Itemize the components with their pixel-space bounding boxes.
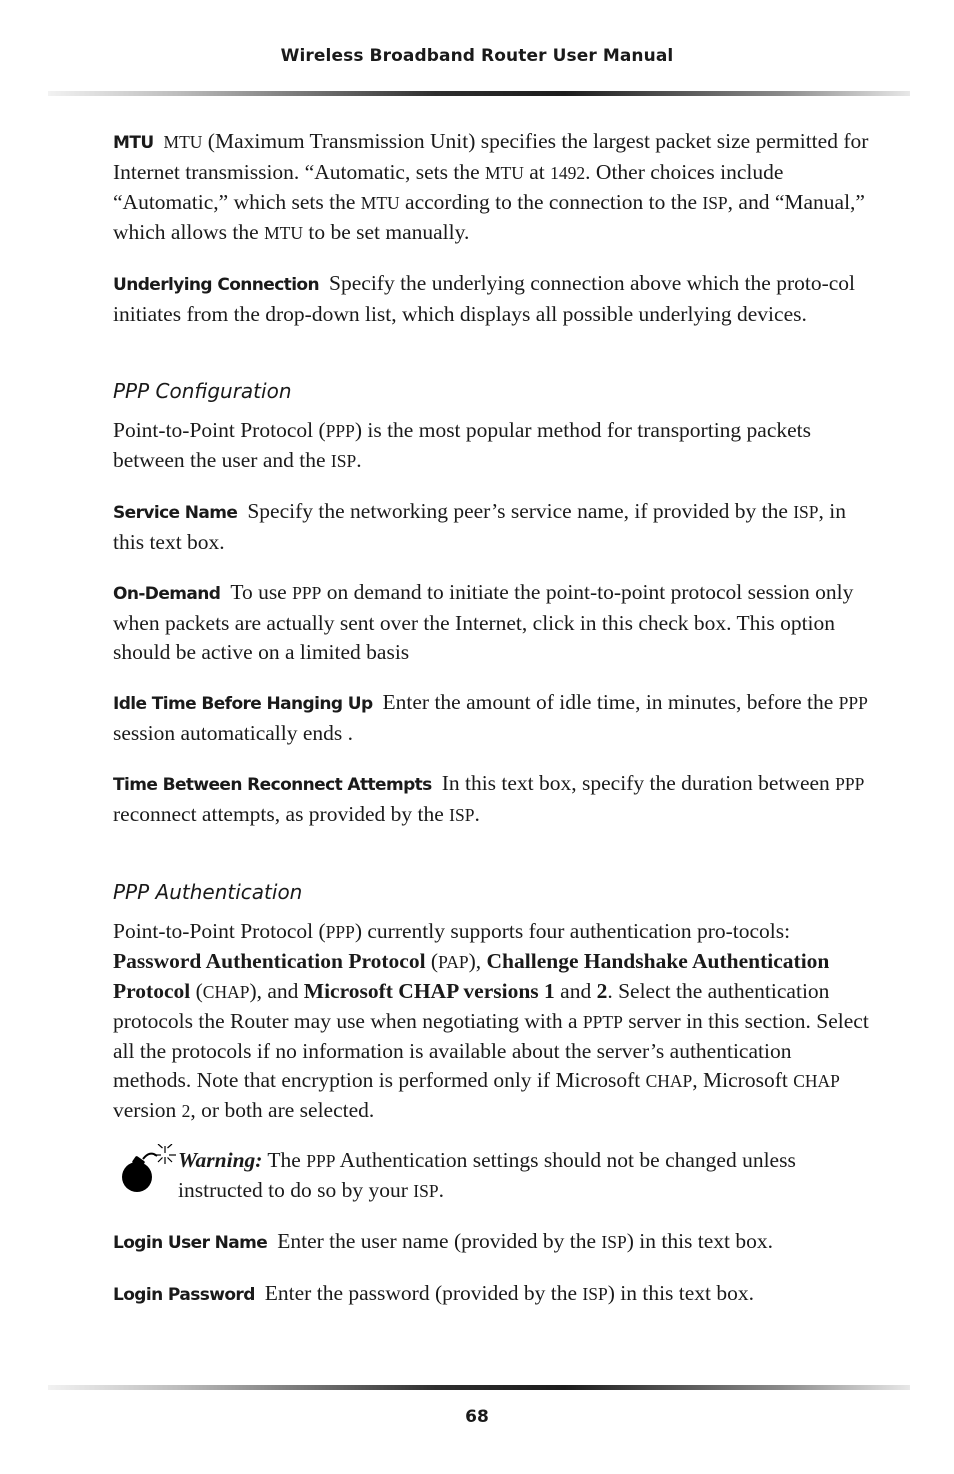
mtu-term: MTU (113, 133, 154, 153)
ppp-authentication-intro: Point-to-Point Protocol (PPP) currently supports four authentication pro-tocols: Password Authentication Protocol (PAP), Challenge Handshake Authentication Protocol (CHAP), and Microsoft CHAP versions 1 and 2. Select the authentication protocols the Router may use when negotiating with a PPTP server in this section. Select all the protocols if no information is available about the server’s authentication methods. Note that encryption is performed only if Microsoft CHAP, Microsoft CHAP version 2, or both are selected. (113, 919, 869, 1122)
warning-text: Warning: The PPP Authentication settings should not be changed unless instructed to do so by your ISP. (178, 1148, 796, 1202)
login-user-name-term: Login User Name (113, 1233, 268, 1253)
on-demand-paragraph: On-Demand To use PPP on demand to initiate the point-to-point protocol session only when packets are actually sent over the Internet, click in this check box. This option should be active on a limited basis (113, 580, 854, 664)
login-password-paragraph: Login Password Enter the password (provided by the ISP) in this text box. (113, 1281, 755, 1305)
idle-time-term: Idle Time Before Hanging Up (113, 694, 373, 714)
ppp-authentication-heading: PPP Authentication (113, 880, 303, 904)
on-demand-term: On-Demand (113, 584, 221, 604)
reconnect-attempts-term: Time Between Reconnect Attempts (113, 775, 432, 795)
login-password-term: Login Password (113, 1285, 255, 1305)
ppp-configuration-intro: Point-to-Point Protocol (PPP) is the most popular method for transporting packets between the user and the ISP. (113, 418, 812, 472)
mtu-paragraph: MTU MTU (Maximum Transmission Unit) specifies the largest packet size permitted for Internet transmission. “Automatic, sets the MTU at 1492. Other choices include “Automatic,” which sets the MTU according to the connection to the ISP, and “Manual,” which allows the MTU to be set manually. (113, 129, 869, 244)
service-name-paragraph: Service Name Specify the networking peer’s service name, if provided by the ISP, in this text box. (113, 499, 847, 554)
page-body (113, 127, 873, 1310)
idle-time-paragraph: Idle Time Before Hanging Up Enter the amount of idle time, in minutes, before the PPP session automatically ends . (113, 690, 868, 745)
login-user-name-paragraph: Login User Name Enter the user name (provided by the ISP) in this text box. (113, 1229, 774, 1253)
reconnect-attempts-paragraph: Time Between Reconnect Attempts In this text box, specify the duration between PPP reconnect attempts, as provided by the ISP. (113, 771, 865, 826)
ppp-configuration-heading: PPP Configuration (113, 379, 292, 403)
footer-rule (48, 1385, 910, 1390)
underlying-connection-term: Underlying Connection (113, 275, 320, 295)
bomb-warning-icon (117, 1144, 179, 1196)
warning-label: Warning: (178, 1148, 263, 1172)
service-name-term: Service Name (113, 503, 238, 523)
underlying-connection-paragraph: Underlying Connection Specify the underlying connection above which the proto-col initiates from the drop-down list, which displays all possible underlying devices. (113, 271, 856, 326)
warning-note (113, 1146, 873, 1206)
page-number: 68 (465, 1407, 489, 1427)
running-header: Wireless Broadband Router User Manual (280, 46, 674, 66)
header-rule (48, 91, 910, 96)
